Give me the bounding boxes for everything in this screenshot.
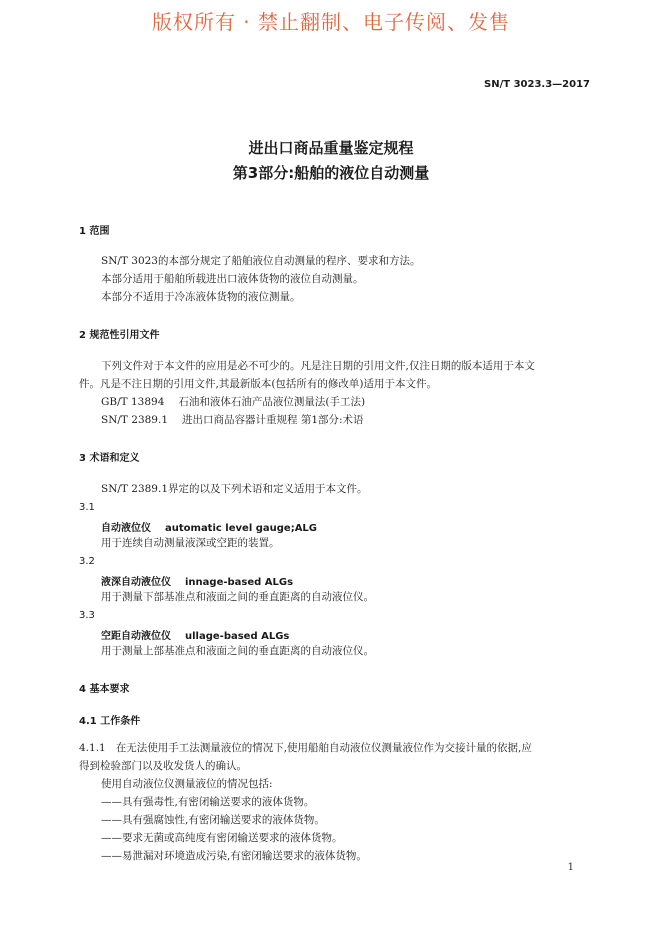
reference-title: 进出口商品容器计重规程 第1部分:术语: [182, 414, 364, 426]
term-definition: 用于测量下部基准点和液面之间的垂直距离的自动液位仪。: [101, 591, 374, 603]
term-chinese: 液深自动液位仪: [101, 577, 171, 588]
paragraph: 使用自动液位仪测量液位的情况包括:: [101, 778, 273, 790]
list-item: ——具有强腐蚀性,有密闭输送要求的液体货物。: [101, 814, 325, 826]
paragraph: 件。凡是不注日期的引用文件,其最新版本(包括所有的修改单)适用于本文件。: [79, 378, 438, 390]
clause-number: 4.1.1: [79, 742, 106, 754]
term-entry: [101, 519, 317, 534]
document-subtitle: 第3部分:船舶的液位自动测量: [232, 164, 430, 182]
clause-4-1-1: [79, 741, 532, 755]
reference-code: SN/T 2389.1: [101, 414, 168, 426]
paragraph: 本部分适用于船舶所载进出口液体货物的液位自动测量。: [101, 273, 364, 285]
term-english: ullage-based ALGs: [185, 631, 290, 642]
clause-text: 在无法使用手工法测量液位的情况下,使用船舶自动液位仪测量液位作为交接计量的依据,应: [115, 742, 532, 754]
list-item: ——具有强毒性,有密闭输送要求的液体货物。: [101, 796, 315, 808]
reference-code: GB/T 13894: [101, 396, 165, 408]
term-english: automatic level gauge;ALG: [165, 523, 318, 534]
paragraph: 本部分不适用于冷冻液体货物的液位测量。: [101, 291, 301, 303]
term-entry: [101, 627, 289, 642]
section-3-heading: 3 术语和定义: [79, 453, 140, 464]
page-number: 1: [567, 862, 574, 873]
term-number: 3.1: [79, 502, 95, 513]
reference-title: 石油和液体石油产品液位测量法(手工法): [178, 396, 366, 408]
term-chinese: 空距自动液位仪: [101, 631, 171, 642]
document-title: 进出口商品重量鉴定规程: [248, 139, 414, 157]
list-item: ——易泄漏对环境造成污染,有密闭输送要求的液体货物。: [101, 850, 367, 862]
term-number: 3.2: [79, 556, 95, 567]
section-2-heading: 2 规范性引用文件: [79, 330, 160, 341]
term-english: innage-based ALGs: [185, 577, 294, 588]
term-chinese: 自动液位仪: [101, 523, 151, 534]
term-entry: [101, 573, 293, 588]
paragraph: 得到检验部门以及收发货人的确认。: [79, 760, 247, 772]
paragraph: 下列文件对于本文件的应用是必不可少的。凡是注日期的引用文件,仅注日期的版本适用于本文: [101, 360, 535, 372]
paragraph: SN/T 2389.1界定的以及下列术语和定义适用于本文件。: [101, 483, 368, 495]
copyright-watermark: 版权所有 · 禁止翻制、电子传阅、发售: [151, 10, 511, 34]
standard-number: SN/T 3023.3—2017: [484, 79, 590, 90]
paragraph: SN/T 3023的本部分规定了船舶液位自动测量的程序、要求和方法。: [101, 255, 421, 267]
section-4-heading: 4 基本要求: [79, 684, 130, 695]
term-definition: 用于测量上部基准点和液面之间的垂直距离的自动液位仪。: [101, 645, 374, 657]
section-1-heading: 1 范围: [79, 226, 110, 237]
reference-item: [101, 413, 364, 427]
subsection-4-1-heading: 4.1 工作条件: [79, 716, 141, 727]
term-number: 3.3: [79, 610, 95, 621]
reference-item: [101, 395, 365, 409]
list-item: ——要求无菌或高纯度有密闭输送要求的液体货物。: [101, 832, 343, 844]
term-definition: 用于连续自动测量液深或空距的装置。: [101, 537, 280, 549]
